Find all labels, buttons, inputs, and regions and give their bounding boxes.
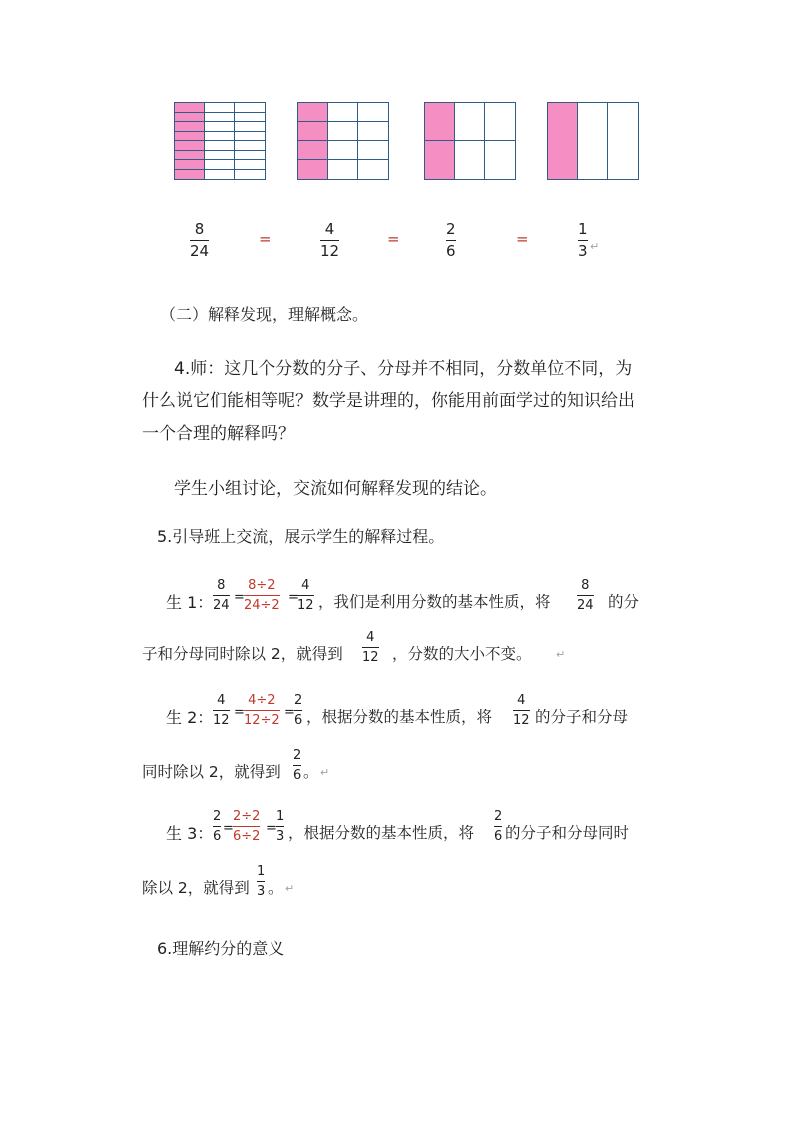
s2-fraction-2-6-result bbox=[293, 749, 301, 782]
denominator: 12 bbox=[362, 650, 379, 665]
equals-sign: = bbox=[234, 705, 245, 720]
shaded-cell bbox=[548, 103, 578, 179]
equals-sign: = bbox=[266, 821, 277, 836]
item-4-line-2: 什么说它们能相等呢？数学是讲理的，你能用前面学过的知识给出 bbox=[142, 391, 635, 411]
s2-fraction-2-6 bbox=[294, 694, 302, 727]
grid-cell bbox=[235, 160, 265, 170]
fraction-grid-whole bbox=[547, 102, 639, 180]
grid-cell bbox=[205, 103, 235, 113]
numerator: 2 bbox=[213, 809, 222, 824]
grid-cell bbox=[358, 122, 388, 141]
grid-cell bbox=[235, 132, 265, 142]
fraction-2-6 bbox=[446, 222, 456, 259]
grid-cell bbox=[235, 122, 265, 132]
numerator: 8÷2 bbox=[248, 578, 276, 593]
fraction-grid-quarters bbox=[297, 102, 389, 180]
fraction-grid-eighths bbox=[174, 102, 266, 180]
s3-text-a: ，根据分数的基本性质，将 bbox=[288, 824, 475, 842]
section-heading-explain: （二）解释发现，理解概念。 bbox=[160, 305, 369, 324]
paragraph-mark: ↵ bbox=[590, 240, 600, 253]
s2-fraction-4-12-ref bbox=[513, 694, 530, 727]
denominator: 12÷2 bbox=[244, 713, 280, 728]
s1-fraction-4-12-result bbox=[362, 631, 379, 664]
grid-cell bbox=[328, 122, 358, 141]
grid-cell bbox=[235, 151, 265, 161]
numerator: 1 bbox=[257, 864, 266, 879]
shaded-cell bbox=[175, 151, 205, 161]
grid-cell bbox=[205, 122, 235, 132]
shaded-cell bbox=[298, 141, 328, 160]
numerator: 4 bbox=[517, 693, 526, 708]
s3-fraction-2-6 bbox=[213, 810, 221, 843]
s2-fraction-4-12 bbox=[213, 694, 230, 727]
item-6-heading: 6.理解约分的意义 bbox=[157, 939, 285, 958]
grid-cell bbox=[485, 103, 515, 141]
equals-sign: = bbox=[259, 230, 272, 248]
s2-line2-a: 同时除以 2，就得到 bbox=[142, 763, 281, 781]
numerator: 4 bbox=[366, 630, 375, 645]
s1-fraction-8-24-ref bbox=[577, 579, 594, 612]
s1-fraction-8-24 bbox=[213, 579, 230, 612]
grid-cell bbox=[328, 160, 358, 179]
item-4-line-1: 4.师：这几个分数的分子、分母并不相同，分数单位不同，为 bbox=[174, 359, 633, 379]
s2-text-b: 的分子和分母 bbox=[535, 708, 629, 726]
numerator: 4÷2 bbox=[248, 693, 276, 708]
numerator: 8 bbox=[217, 578, 226, 593]
equals-sign: = bbox=[288, 590, 299, 605]
denominator: 12 bbox=[213, 713, 230, 728]
s3-line2-a: 除以 2，就得到 bbox=[142, 879, 250, 897]
grid-cell bbox=[205, 170, 235, 180]
shaded-cell bbox=[425, 103, 455, 141]
shaded-cell bbox=[175, 113, 205, 123]
student-1-label: 生 1： bbox=[166, 593, 214, 612]
grid-cell bbox=[328, 141, 358, 160]
denominator: 3 bbox=[578, 242, 588, 260]
grid-cell bbox=[205, 151, 235, 161]
shaded-cell bbox=[425, 141, 455, 179]
paragraph-mark: ↵ bbox=[285, 882, 295, 895]
s3-fraction-1-3 bbox=[276, 810, 284, 843]
denominator: 6 bbox=[294, 713, 303, 728]
numerator: 4 bbox=[301, 578, 310, 593]
item-5-text: 5.引导班上交流，展示学生的解释过程。 bbox=[157, 527, 445, 546]
denominator: 6 bbox=[293, 768, 302, 783]
numerator: 2÷2 bbox=[233, 809, 261, 824]
grid-cell bbox=[235, 141, 265, 151]
shaded-cell bbox=[175, 103, 205, 113]
shaded-cell bbox=[175, 160, 205, 170]
shaded-cell bbox=[175, 122, 205, 132]
fraction-1-3 bbox=[578, 222, 588, 259]
grid-cell bbox=[358, 141, 388, 160]
denominator: 3 bbox=[257, 884, 266, 899]
grid-cell bbox=[235, 113, 265, 123]
grid-cell bbox=[328, 103, 358, 122]
equals-sign: = bbox=[516, 230, 529, 248]
fraction-8-24 bbox=[190, 222, 209, 259]
student-3-label: 生 3： bbox=[166, 824, 214, 843]
shaded-cell bbox=[298, 160, 328, 179]
fraction-4-12 bbox=[320, 222, 339, 259]
grid-cell bbox=[205, 113, 235, 123]
numerator: 2 bbox=[293, 748, 302, 763]
grid-cell bbox=[205, 141, 235, 151]
denominator: 12 bbox=[513, 713, 530, 728]
equals-sign: = bbox=[387, 230, 400, 248]
s3-fraction-division bbox=[233, 810, 260, 843]
s3-line2-b: 。 bbox=[268, 879, 284, 897]
numerator: 4 bbox=[324, 220, 335, 238]
grid-cell bbox=[455, 103, 485, 141]
grid-cell bbox=[205, 160, 235, 170]
denominator: 6 bbox=[494, 829, 503, 844]
denominator: 24 bbox=[190, 242, 210, 260]
numerator: 2 bbox=[494, 809, 503, 824]
shaded-cell bbox=[175, 132, 205, 142]
grid-cell bbox=[235, 103, 265, 113]
discussion-text: 学生小组讨论，交流如何解释发现的结论。 bbox=[174, 479, 497, 499]
item-4-line-3: 一个合理的解释吗？ bbox=[142, 424, 295, 444]
grid-cell bbox=[235, 170, 265, 180]
paragraph-mark: ↵ bbox=[320, 766, 330, 779]
equals-sign: = bbox=[234, 590, 245, 605]
s1-line2-a: 子和分母同时除以 2，就得到 bbox=[142, 645, 343, 663]
denominator: 12 bbox=[297, 598, 314, 613]
numerator: 2 bbox=[294, 693, 303, 708]
denominator: 6÷2 bbox=[233, 829, 261, 844]
s1-fraction-division bbox=[244, 579, 280, 612]
denominator: 24÷2 bbox=[244, 598, 280, 613]
s1-line2-b: ，分数的大小不变。 bbox=[392, 645, 532, 663]
numerator: 1 bbox=[578, 220, 588, 238]
fraction-grid-halves bbox=[424, 102, 516, 180]
grid-cell bbox=[358, 103, 388, 122]
denominator: 12 bbox=[320, 242, 340, 260]
denominator: 6 bbox=[213, 829, 222, 844]
grid-cell bbox=[608, 103, 638, 179]
s2-text-a: ，根据分数的基本性质，将 bbox=[306, 708, 493, 726]
paragraph-mark: ↵ bbox=[556, 648, 566, 661]
grid-cell bbox=[578, 103, 608, 179]
s3-fraction-2-6-ref bbox=[494, 810, 502, 843]
shaded-cell bbox=[175, 170, 205, 180]
denominator: 6 bbox=[446, 242, 456, 260]
grid-cell bbox=[205, 132, 235, 142]
student-2-label: 生 2： bbox=[166, 708, 214, 727]
grid-cell bbox=[358, 160, 388, 179]
denominator: 24 bbox=[577, 598, 594, 613]
shaded-cell bbox=[175, 141, 205, 151]
numerator: 8 bbox=[194, 220, 205, 238]
grid-cell bbox=[455, 141, 485, 179]
numerator: 2 bbox=[446, 220, 456, 238]
denominator: 3 bbox=[276, 829, 285, 844]
s1-text-b: 的分 bbox=[608, 593, 640, 611]
s3-text-b: 的分子和分母同时 bbox=[505, 824, 630, 842]
numerator: 8 bbox=[581, 578, 590, 593]
s1-text-a: ，我们是利用分数的基本性质，将 bbox=[318, 593, 551, 611]
shaded-cell bbox=[298, 122, 328, 141]
denominator: 24 bbox=[213, 598, 230, 613]
equals-sign: = bbox=[223, 821, 234, 836]
numerator: 1 bbox=[276, 809, 285, 824]
s2-fraction-division bbox=[244, 694, 280, 727]
s2-line2-b: 。 bbox=[303, 763, 319, 781]
equals-sign: = bbox=[284, 705, 295, 720]
shaded-cell bbox=[298, 103, 328, 122]
numerator: 4 bbox=[217, 693, 226, 708]
grid-cell bbox=[485, 141, 515, 179]
s3-fraction-1-3-result bbox=[257, 865, 265, 898]
s1-fraction-4-12 bbox=[297, 579, 314, 612]
